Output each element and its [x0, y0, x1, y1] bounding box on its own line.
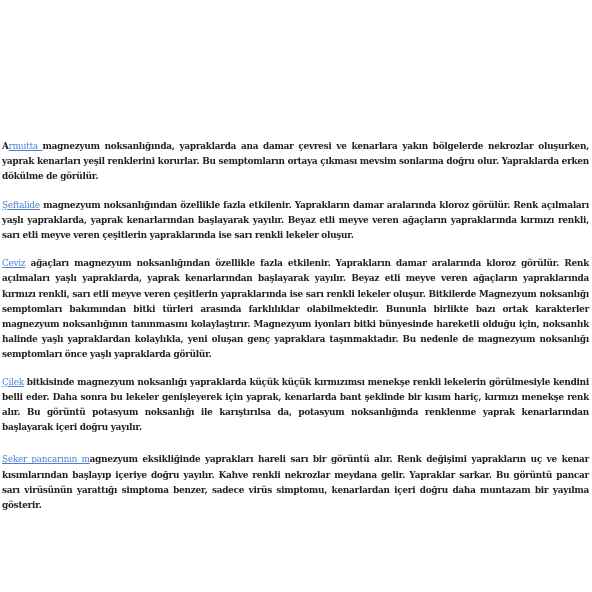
link-cilek[interactable]: Çilek [2, 377, 24, 388]
article-body [0, 140, 592, 526]
paragraph-cilek [2, 376, 589, 437]
link-seftali[interactable]: Şeftalide [2, 200, 40, 211]
paragraph-lead-letter: A [2, 142, 9, 152]
paragraph-seker-pancari [2, 453, 589, 514]
paragraph-armut [2, 140, 589, 186]
link-armut[interactable]: rmutta [8, 142, 43, 152]
paragraph-text: agnezyum eksikliğinde yaprakları hareli sarı bir görüntü alır. Renk değişimi yaprakların uç ve kenar kısımlarından başlayıp içeriye doğru yayılır. Kahve renkli nekrozlar meydana gelir. Yapraklar sarkar. Bu görüntü pancar sarı virüsünün yarattığı simptoma benzer, sadece virüs simptomu, kenarlardan içeri doğru daha muntazam bir yayılma gösterir. [2, 455, 589, 512]
link-ceviz[interactable]: Ceviz [2, 259, 26, 270]
paragraph-seftali [2, 199, 589, 245]
paragraph-text: ağaçları magnezyum noksanlığından özellikle fazla etkilenir. Yaprakların damar aralarında kloroz görülür. Renk açılmaları yaşlı yapraklarda, yaprak kenarlarından başlayarak yayılır. Beyaz etli meyve veren ağaçların yapraklarında kırmızı renkli, sarı etli meyve veren çeşitlerin yapraklarında ise sarı renkli lekeler oluşur. Bitkilerde Magnezyum noksanlığı semptomları bakımından bitki türleri arasında farklılıklar olabilmektedir. Bununla birlikte bazı ortak karakterler magnezyum noksanlığının tanınmasını kolaylaştırır. Magnezyum iyonları bitki bünyesinde hareketli olduğu için, noksanlık halinde yaşlı yapraklardan kolaylıkla, yeni oluşan genç yapraklara taşınmaktadır. Bu nedenle de magnezyum noksanlığı semptomları önce yaşlı yapraklarda görülür. [2, 259, 589, 361]
paragraph-text: magnezyum noksanlığında, yapraklarda ana damar çevresi ve kenarlara yakın bölgelerde nekrozlar oluşurken, yaprak kenarları yeşil renklerini korurlar. Bu semptomların ortaya çıkması mevsim sonlarına doğru olur. Yapraklarda erken dökülme de görülür. [2, 142, 589, 183]
paragraph-ceviz [2, 257, 589, 363]
link-seker-pancari[interactable]: Şeker pancarının m [2, 455, 90, 466]
paragraph-text: magnezyum noksanlığından özellikle fazla etkilenir. Yaprakların damar aralarında kloroz görülür. Renk açılmaları yaşlı yapraklarda, yaprak kenarlarından başlayarak yayılır. Beyaz etli meyve veren ağaçların yapraklarında kırmızı renkli, sarı etli meyve veren çeşitlerin yapraklarında ise sarı renkli lekeler oluşur. [2, 200, 589, 242]
paragraph-text: bitkisinde magnezyum noksanlığı yapraklarda küçük küçük kırmızımsı menekşe renkli lekelerin görülmesiyle kendini belli eder. Daha sonra bu lekeler genişleyerek için yaprak, kenarlarda bant şeklinde bir kısım hariç, kırmızı menekşe renk alır. Bu görüntü potasyum noksanlığı ile karıştırılsa da, potasyum noksanlığında renklenme yaprak kenarlarından başlayarak içeri doğru yayılır. [2, 377, 589, 434]
